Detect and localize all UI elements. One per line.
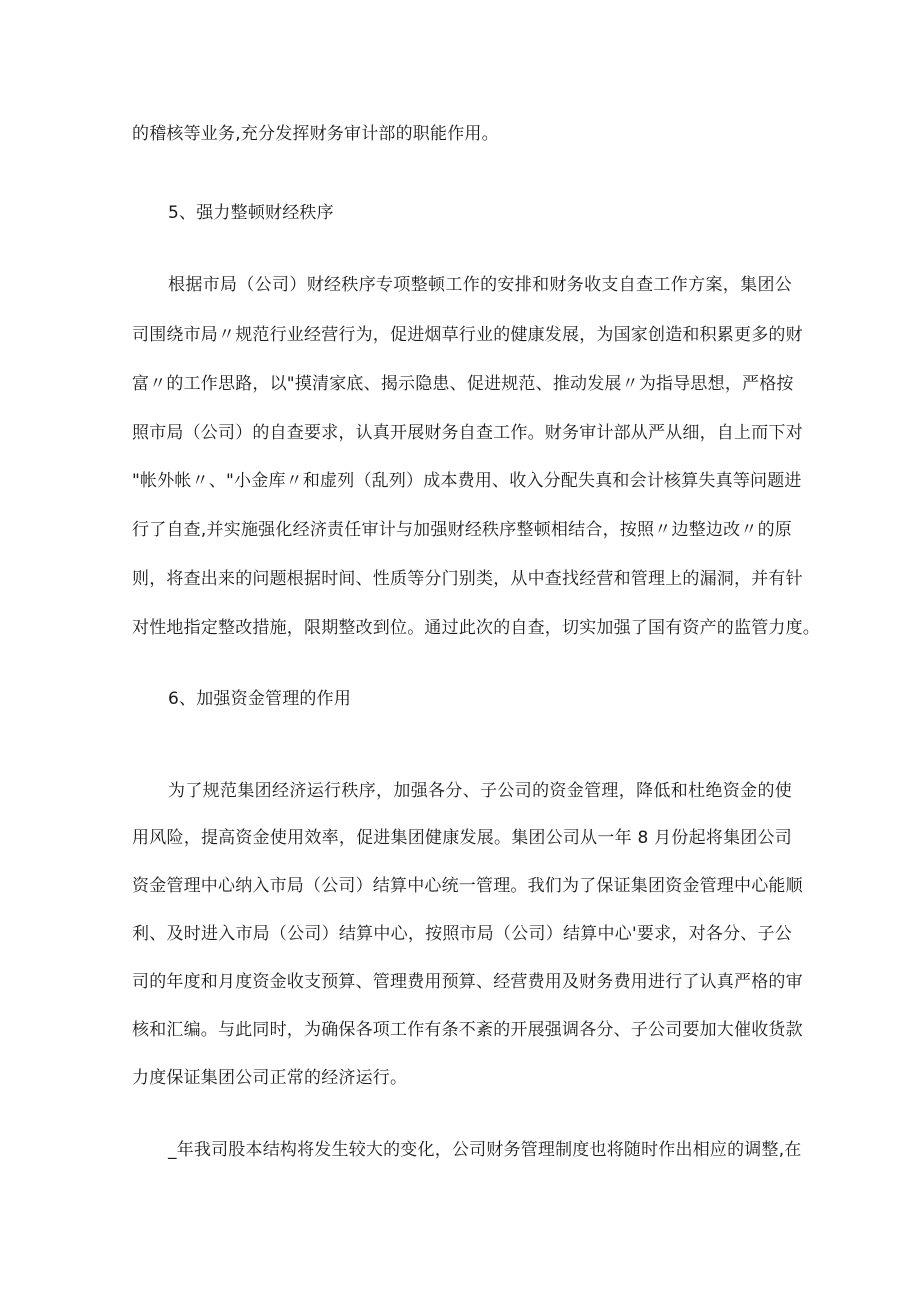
section-6-paragraph-line: 司的年度和月度资金收支预算、管理费用预算、经营费用及财务费用进行了认真严格的审 bbox=[132, 972, 803, 992]
section-6-paragraph-line: 资金管理中心纳入市局（公司）结算中心统一管理。我们为了保证集团资金管理中心能顺 bbox=[132, 876, 803, 896]
section-6-paragraph-line: 核和汇编。与此同时，为确保各项工作有条不紊的开展强调各分、子公司要加大催收货款 bbox=[132, 1020, 803, 1040]
section-6-paragraph-line: 力度保证集团公司正常的经济运行。 bbox=[132, 1068, 408, 1088]
section-5-paragraph-line: 则，将查出来的问题根据时间、性质等分门别类，从中查找经营和管理上的漏洞，并有针 bbox=[132, 569, 803, 589]
section-6-paragraph-line: 用风险，提高资金使用效率，促进集团健康发展。集团公司从一年 8 月份起将集团公司 bbox=[132, 828, 792, 848]
section-6-heading: 6、加强资金管理的作用 bbox=[168, 689, 352, 709]
section-5-paragraph-line: "帐外帐〃、"小金库〃和虚列（乱列）成本费用、收入分配失真和会计核算失真等问题进 bbox=[132, 471, 802, 491]
section-5-paragraph-line: 根据市局（公司）财经秩序专项整顿工作的安排和财务收支自查工作方案，集团公 bbox=[168, 275, 792, 295]
intro-line: 的稽核等业务,充分发挥财务审计部的职能作用。 bbox=[132, 124, 499, 144]
final-line: _年我司股本结构将发生较大的变化，公司财务管理制度也将随时作出相应的调整,在 bbox=[168, 1140, 802, 1160]
section-5-heading: 5、强力整顿财经秩序 bbox=[168, 203, 334, 223]
section-5-paragraph-line: 对性地指定整改措施，限期整改到位。通过此次的自查，切实加强了国有资产的监管力度。 bbox=[132, 618, 820, 638]
section-5-paragraph-line: 司围绕市局〃规范行业经营行为，促进烟草行业的健康发展，为国家创造和积累更多的财 bbox=[132, 325, 803, 345]
section-5-paragraph-line: 富〃的工作思路，以"摸清家底、揭示隐患、促进规范、推动发展〃为指导思想，严格按 bbox=[132, 374, 794, 394]
section-6-paragraph-line: 为了规范集团经济运行秩序，加强各分、子公司的资金管理，降低和杜绝资金的使 bbox=[168, 781, 792, 801]
section-6-paragraph-line: 利、及时进入市局（公司）结算中心，按照市局（公司）结算中心'要求，对各分、子公 bbox=[132, 924, 792, 944]
section-5-paragraph-line: 照市局（公司）的自查要求，认真开展财务自查工作。财务审计部从严从细，自上而下对 bbox=[132, 423, 803, 443]
section-5-paragraph-line: 行了自查,并实施强化经济责任审计与加强财经秩序整顿相结合，按照〃边整边改〃的原 bbox=[132, 520, 792, 540]
